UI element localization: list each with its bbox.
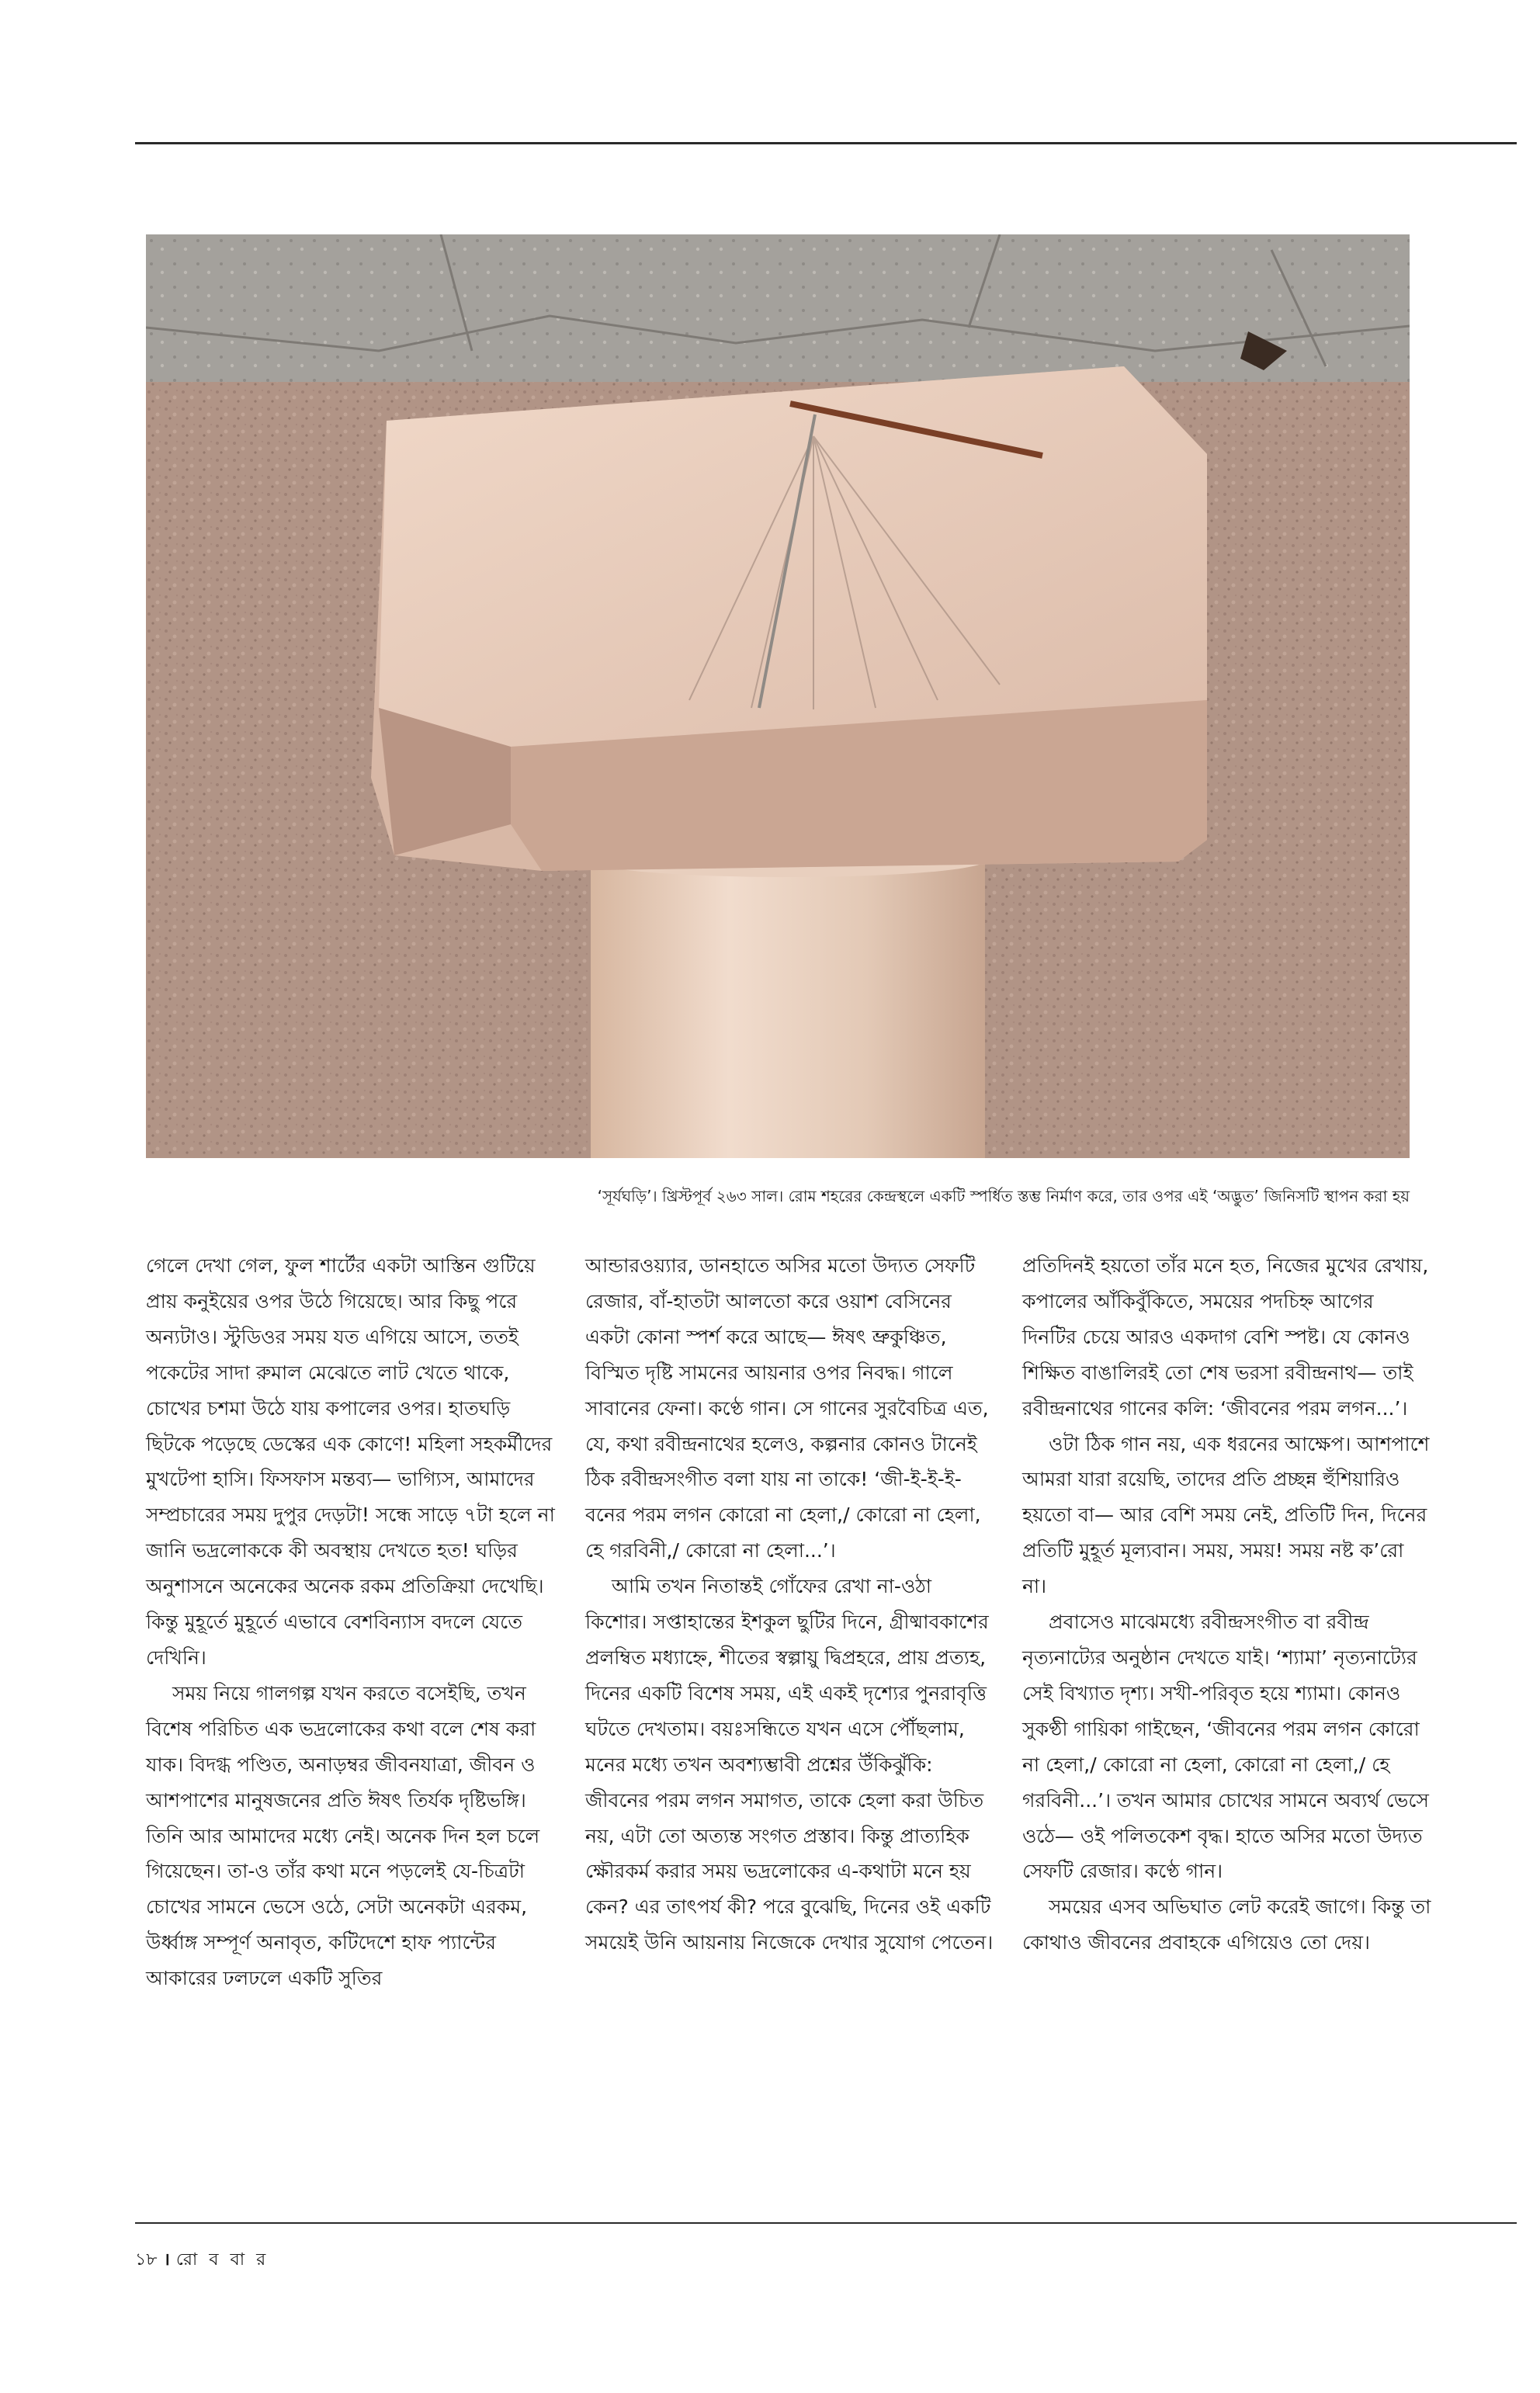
paragraph: ওটা ঠিক গান নয়, এক ধরনের আক্ষেপ। আশপাশে আমরা যারা রয়েছি, তাদের প্রতি প্রচ্ছন্ন হুঁশিয়ারিও হয়তো বা— আর বেশি সময় নেই, প্রতিটি দিন, দিনের প্রতিটি মুহূর্ত মূল্যবান। সময়, সময়! সময় নষ্ট ক’রো না। [1022, 1432, 1430, 1598]
paragraph: সময় নিয়ে গালগল্প যখন করতে বসেইছি, তখন বিশেষ পরিচিত এক ভদ্রলোকের কথা বলে শেষ করা যাক। বিদগ্ধ পণ্ডিত, অনাড়ম্বর জীবনযাত্রা, জীবন ও আশপাশের মানুষজনের প্রতি ঈষৎ তির্যক দৃষ্টিভঙ্গি। তিনি আর আমাদের মধ্যে নেই। অনেক দিন হল চলে গিয়েছেন। তা-ও তাঁর কথা মনে পড়লেই যে-চিত্রটা চোখের সামনে ভেসে ওঠে, সেটা অনেকটা এরকম, উর্ধ্বাঙ্গ সম্পূর্ণ অনাবৃত, কটিদেশে হাফ প্যান্টের আকারের ঢলঢলে একটি সুতির [146, 1681, 540, 1990]
article-column-1 [146, 1248, 557, 1996]
footer-separator: । [163, 2250, 170, 2270]
article-column-3 [1022, 1248, 1434, 1961]
article-column-2 [585, 1248, 997, 1961]
paragraph: গেলে দেখা গেল, ফুল শার্টের একটা আস্তিন গুটিয়ে প্রায় কনুইয়ের ওপর উঠে গিয়েছে। আর কিছু পরে অন্যটাও। স্টুডিওর সময় যত এগিয়ে আসে, ততই পকেটের সাদা রুমাল মেঝেতে লাট খেতে থাকে, চোখের চশমা উঠে যায় কপালের ওপর। হাতঘড়ি ছিটকে পড়েছে ডেস্কের এক কোণে! মহিলা সহকর্মীদের মুখটেপা হাসি। ফিসফাস মন্তব্য— ভাগ্যিস, আমাদের সম্প্রচারের সময় দুপুর দেড়টা! সন্ধে সাড়ে ৭টা হলে না জানি ভদ্রলোককে কী অবস্থায় দেখতে হত! ঘড়ির অনুশাসনে অনেকের অনেক রকম প্রতিক্রিয়া দেখেছি। কিন্তু মুহূর্তে মুহূর্তে এভাবে বেশবিন্যাস বদলে যেতে দেখিনি। [146, 1254, 555, 1669]
paragraph: আমি তখন নিতান্তই গোঁফের রেখা না-ওঠা কিশোর। সপ্তাহান্তের ইশকুল ছুটির দিনে, গ্রীষ্মাবকাশের প্রলম্বিত মধ্যাহ্নে, শীতের স্বল্পায়ু দ্বিপ্রহরে, প্রায় প্রত্যহ, দিনের একটি বিশেষ সময়, এই একই দৃশ্যের পুনরাবৃত্তি ঘটতে দেখতাম। বয়ঃসন্ধিতে যখন এসে পৌঁছলাম, মনের মধ্যে তখন অবশ্যম্ভাবী প্রশ্নের উঁকিঝুঁকি: জীবনের পরম লগন সমাগত, তাকে হেলা করা উচিত নয়, এটা তো অত্যন্ত সংগত প্রস্তাব। কিন্তু প্রাত্যহিক ক্ষৌরকর্ম করার সময় ভদ্রলোকের এ-কথাটা মনে হয় কেন? এর তাৎপর্য কী? পরে বুঝেছি, দিনের ওই একটি সময়েই উনি আয়নায় নিজেকে দেখার সুযোগ পেতেন। [585, 1575, 994, 1954]
paragraph: আন্ডারওয়্যার, ডানহাতে অসির মতো উদ্যত সেফটি রেজার, বাঁ-হাতটা আলতো করে ওয়াশ বেসিনের একটা কোনা স্পর্শ করে আছে— ঈষৎ ভ্রুকুঞ্চিত, বিস্মিত দৃষ্টি সামনের আয়নার ওপর নিবদ্ধ। গালে সাবানের ফেনা। কণ্ঠে গান। সে গানের সুরবৈচিত্র এত, যে, কথা রবীন্দ্রনাথের হলেও, কল্পনার কোনও টানেই ঠিক রবীন্দ্রসংগীত বলা যায় না তাকে! ‘জী-ই-ই-ই-বনের পরম লগন কোরো না হেলা,/ কোরো না হেলা, হে গরবিনী,/ কোরো না হেলা...’। [585, 1254, 989, 1562]
page-footer [135, 2248, 269, 2273]
top-rule [135, 142, 1517, 144]
paragraph: প্রতিদিনই হয়তো তাঁর মনে হত, নিজের মুখের রেখায়, কপালের আঁকিবুঁকিতে, সময়ের পদচিহ্ন আগের দিনটির চেয়ে আরও একদাগ বেশি স্পষ্ট। যে কোনও শিক্ষিত বাঙালিরই তো শেষ ভরসা রবীন্দ্রনাথ— তাই রবীন্দ্রনাথের গানের কলি: ‘জীবনের পরম লগন...’। [1022, 1254, 1429, 1420]
page-number: ১৮ [135, 2250, 158, 2270]
paragraph: প্রবাসেও মাঝেমধ্যে রবীন্দ্রসংগীত বা রবীন্দ্র নৃত্যনাট্যের অনুষ্ঠান দেখতে যাই। ‘শ্যামা’ নৃত্যনাট্যের সেই বিখ্যাত দৃশ্য। সখী-পরিবৃত হয়ে শ্যামা। কোনও সুকণ্ঠী গায়িকা গাইছেন, ‘জীবনের পরম লগন কোরো না হেলা,/ কোরো না হেলা, কোরো না হেলা,/ হে গরবিনী...’। তখন আমার চোখের সামনে অব্যর্থ ভেসে ওঠে— ওই পলিতকেশ বৃদ্ধ। হাতে অসির মতো উদ্যত সেফটি রেজার। কণ্ঠে গান। [1022, 1611, 1429, 1883]
bottom-rule [135, 2222, 1517, 2224]
photo-caption: ‘সূর্যঘড়ি’। খ্রিস্টপূর্ব ২৬৩ সাল। রোম শহরের কেন্দ্রস্থলে একটি স্পর্ধিত স্তম্ভ নির্মাণ করে, তার ওপর এই ‘অদ্ভুত’ জিনিসটি স্থাপন করা হয় [597, 1187, 1410, 1205]
paragraph: সময়ের এসব অভিঘাত লেট করেই জাগে। কিন্তু তা কোথাও জীবনের প্রবাহকে এগিয়েও তো দেয়। [1022, 1895, 1431, 1954]
magazine-name: রো ব বা র [175, 2250, 269, 2270]
sundial-photo [146, 234, 1410, 1158]
